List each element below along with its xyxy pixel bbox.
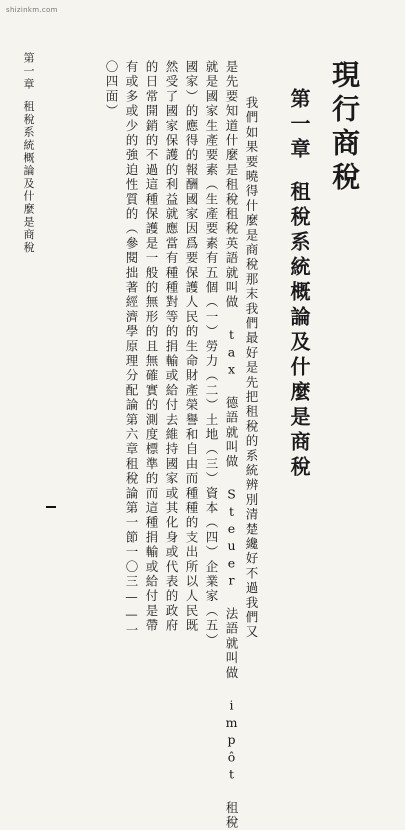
- body-line-1: 我們如果要曉得什麼是商稅那末我們最好是先把租稅的系統辨別清楚纔好不過我們又: [244, 96, 259, 640]
- body-line-8: 〇四面）: [104, 60, 119, 119]
- chapter-number: 第一章: [287, 88, 311, 163]
- book-title: 現行商稅: [328, 60, 361, 196]
- body-line-4: 國家）的應得的報酬國家因爲要保護人民的生命財產榮譽和自由而種種的支出所以人民既: [184, 60, 199, 634]
- body-line-7: 有或多或少的強迫性質的（參閱拙著經濟學原理分配論第六章租稅論第一節一〇三——一: [124, 60, 139, 639]
- body-line-5: 然受了國家保護的利益就應當有種種對等的捐輸或給付去維持國家或其化身或代表的政府: [164, 60, 179, 634]
- page-number-mark: [46, 506, 56, 508]
- watermark: shizinkm.com: [6, 6, 58, 14]
- chapter-title: 租稅系統概論及什麼是商稅: [287, 181, 311, 481]
- running-head-title: 租稅系統概論及什麼是商稅: [22, 100, 35, 255]
- chapter-heading: [285, 88, 314, 481]
- body-line-2: 是先要知道什麼是租稅租稅英語就叫做 tax 德語就叫做 Steuer 法語就叫做 impôt 租稅: [224, 60, 239, 830]
- running-head: [20, 52, 36, 254]
- body-line-6: 的日常開銷的不過這種保護是一般的無形的且無確實的測度標準的而這種捐輸或給付是帶: [144, 60, 159, 634]
- text-page: [42, 48, 372, 830]
- running-head-chapter: 第一章: [22, 52, 35, 91]
- body-line-3: 就是國家生產要素（生產要素有五個（一）勞力（二）土地（三）資本（四）企業家（五）: [204, 60, 219, 648]
